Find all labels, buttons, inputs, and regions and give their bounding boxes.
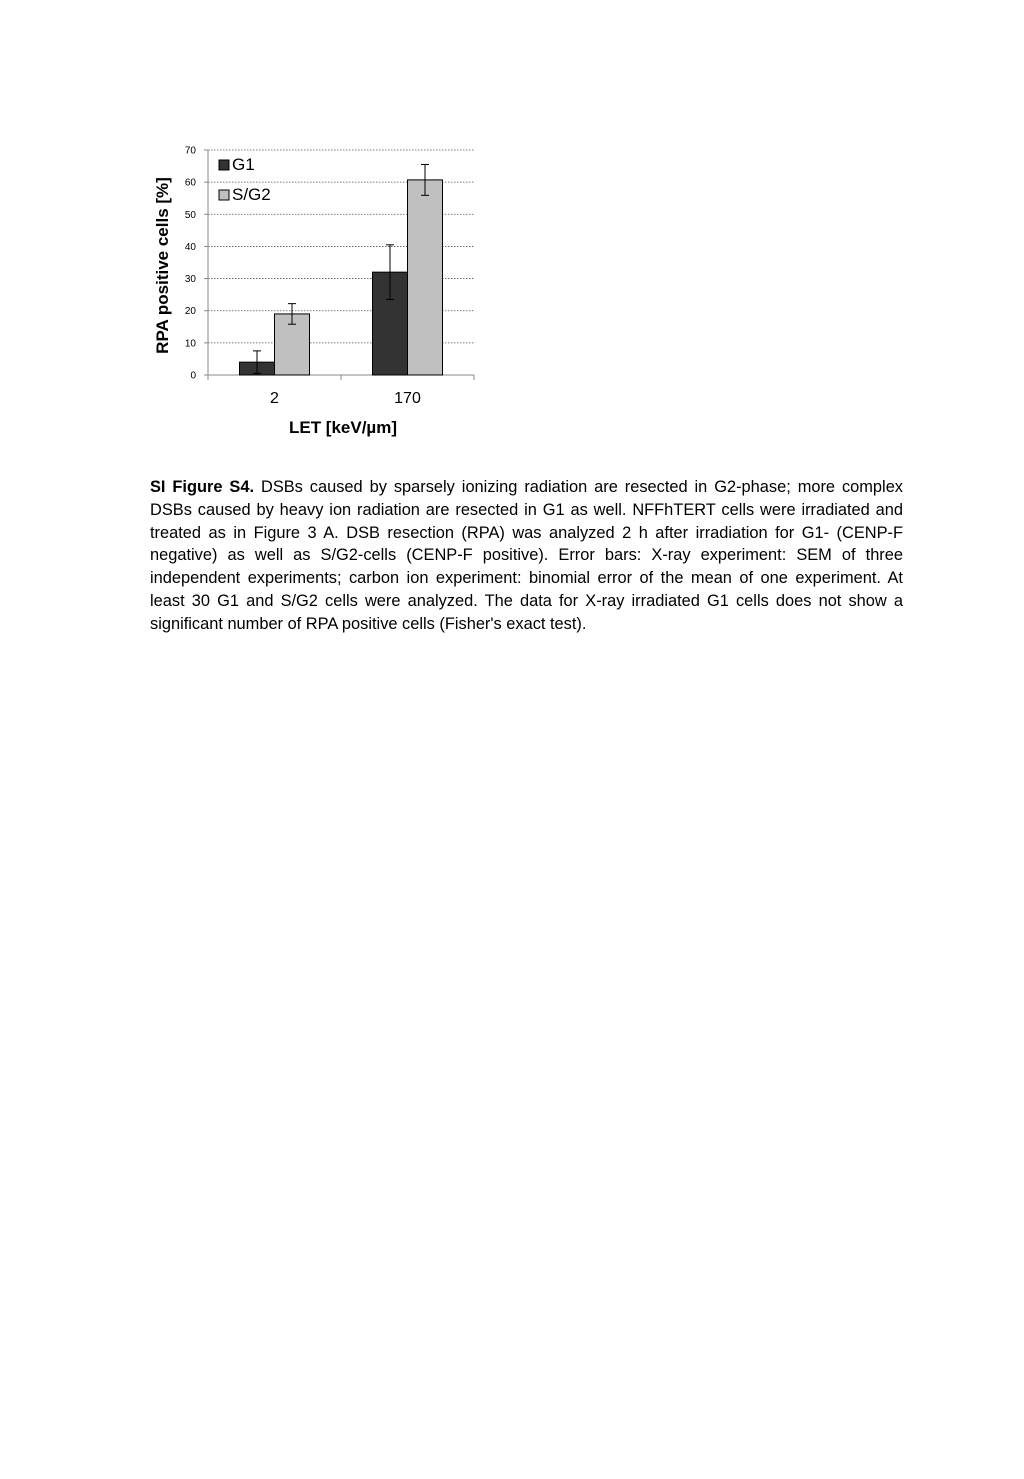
chart-canvas [140, 135, 500, 450]
x-category-label: 2 [270, 390, 279, 407]
bar-chart [140, 135, 500, 450]
y-tick-label: 10 [184, 338, 196, 350]
legend-swatch [219, 160, 229, 170]
y-tick-label: 20 [184, 306, 196, 318]
legend-label: S/G2 [232, 185, 271, 204]
caption-label: SI Figure S4. [150, 478, 255, 496]
legend-swatch [219, 190, 229, 200]
figure-caption [150, 476, 903, 636]
y-axis-label: RPA positive cells [%] [153, 177, 172, 354]
x-axis-label: LET [keV/µm] [288, 418, 398, 437]
x-category-label: 170 [394, 390, 421, 407]
y-tick-label: 0 [190, 370, 196, 382]
y-tick-label: 40 [184, 241, 196, 253]
caption-text: DSBs caused by sparsely ionizing radiation are resected in G2-phase; more complex DSBs caused by heavy ion radiation are resected in G1 as well. NFFhTERT cells were irradiated and treated as in Figure 3 A. DSB resection (RPA) was analyzed 2 h after irradiation for G1- (CENP-F negative) as well as S/G2-cells (CENP-F positive). Error bars: X-ray experiment: SEM of three independent experiments; carbon ion experiment: binomial error of the mean of one experiment. At least 30 G1 and S/G2 cells were analyzed. The data for X-ray irradiated G1 cells does not show a significant number of RPA positive cells (Fisher's exact test). [150, 478, 903, 633]
y-tick-label: 50 [184, 209, 196, 221]
y-tick-label: 30 [184, 274, 196, 286]
y-tick-label: 70 [184, 145, 196, 157]
y-tick-label: 60 [184, 177, 196, 189]
legend-label: G1 [232, 155, 255, 174]
bar-sg2-1 [408, 180, 443, 375]
